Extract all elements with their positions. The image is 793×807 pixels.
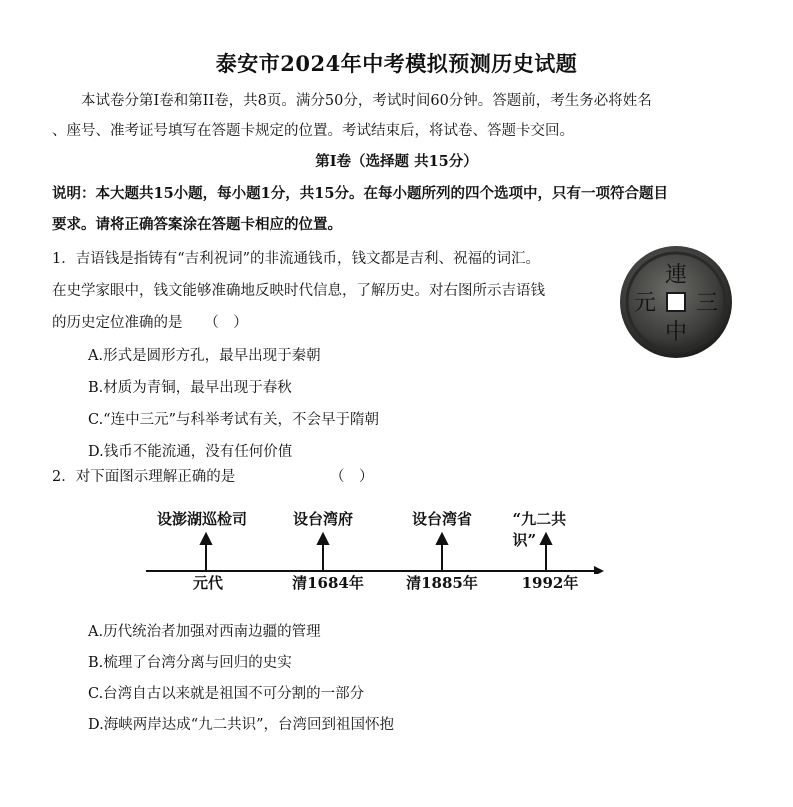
question-1-line-1: 1．吉语钱是指铸有“吉利祝词”的非流通钱币，钱文都是吉利、祝福的词汇。: [52, 251, 541, 267]
page-title: 泰安市2024年中考模拟预测历史试题: [215, 51, 578, 76]
question-2-answer-paren: （ ）: [330, 469, 374, 485]
timeline-event-2: 设台湾府: [292, 510, 354, 528]
coin-char-right: 三: [695, 291, 719, 316]
intro-line-1: 本试卷分第I卷和第II卷，共8页。满分50分，考试时间60分钟。答题前，考生务必将姓名: [81, 93, 652, 109]
question-1-option-c: C.“连中三元”与科举考试有关，不会早于隋朝: [88, 412, 380, 428]
intro-line-2: 、座号、准考证号填写在答题卡规定的位置。考试结束后，将试卷、答题卡交回。: [52, 123, 574, 139]
timeline-date-2: 清1684年: [292, 574, 364, 592]
instructions-line-2: 要求。请将正确答案涂在答题卡相应的位置。: [52, 216, 342, 233]
timeline-date-3: 清1885年: [406, 574, 478, 592]
timeline-diagram: [140, 508, 610, 598]
question-2-option-a: A.历代统治者加强对西南边疆的管理: [88, 624, 321, 640]
instructions-line-1: 说明：本大题共15小题，每小题1分，共15分。在每小题所列的四个选项中，只有一项符合题目: [52, 185, 668, 202]
section-heading: 第I卷（选择题 共15分）: [315, 153, 478, 170]
timeline-event-1: 设澎湖巡检司: [156, 510, 248, 528]
question-2-option-b: B.梳理了台湾分离与回归的史实: [88, 655, 292, 671]
timeline-axis: [140, 530, 610, 574]
question-2-option-c: C.台湾自古以来就是祖国不可分割的一部分: [88, 686, 365, 702]
timeline-date-1: 元代: [192, 574, 224, 592]
question-1-line-3: 的历史定位准确的是 （ ）: [52, 315, 248, 331]
timeline-date-4: 1992年: [521, 574, 579, 592]
question-2-option-d: D.海峡两岸达成“九二共识”，台湾回到祖国怀抱: [88, 717, 395, 733]
question-1-option-d: D.钱币不能流通，没有任何价值: [88, 444, 293, 460]
question-1-option-a: A.形式是圆形方孔，最早出现于秦朝: [88, 348, 321, 364]
coin-char-left: 元: [633, 291, 657, 316]
coin-char-bottom: 中: [664, 320, 688, 345]
question-1-option-b: B.材质为青铜，最早出现于春秋: [88, 380, 292, 396]
timeline-event-3: 设台湾省: [411, 510, 473, 528]
coin-image: [618, 244, 734, 360]
question-2-stem: 2．对下面图示理解正确的是: [52, 469, 236, 485]
question-1-line-2: 在史学家眼中，钱文能够准确地反映时代信息，了解历史。对右图所示吉语钱: [52, 283, 545, 299]
timeline-event-4: “九二共识”: [512, 510, 567, 549]
coin-char-top: 連: [664, 263, 688, 288]
